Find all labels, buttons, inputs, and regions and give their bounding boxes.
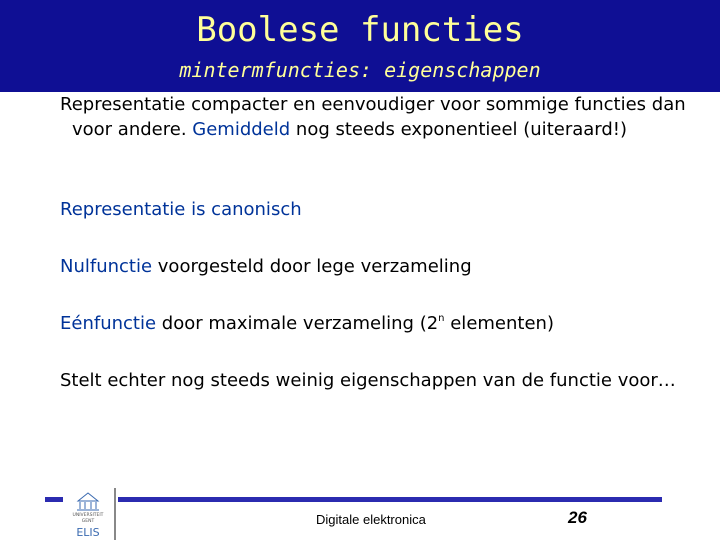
bullet-eenfunctie	[60, 311, 680, 336]
footer-divider	[114, 488, 116, 540]
page-number: 26	[568, 508, 587, 527]
logo-text-elis: ELIS	[76, 526, 100, 539]
bullet-text: Stelt echter nog steeds weinig eigenschappen van de functie voor…	[60, 370, 676, 391]
bullet-conclusion	[60, 368, 680, 393]
slide-title: Boolese functies	[196, 10, 524, 50]
logo-text-university: UNIVERSITEIT	[72, 513, 104, 518]
university-logo	[64, 487, 112, 540]
bullet-text: elementen)	[444, 313, 554, 334]
keyword-canonical: Representatie is canonisch	[60, 199, 302, 220]
keyword-gemiddeld: Gemiddeld	[192, 119, 291, 140]
bullet-text: Representatie compacter en eenvoudiger voor sommige functies dan voor andere.	[60, 94, 686, 140]
slide-subtitle: mintermfuncties: eigenschappen	[179, 58, 541, 82]
footer-rule-left	[45, 497, 63, 502]
bullet-text: nog steeds exponentieel (uiteraard!)	[290, 119, 628, 140]
footer-rule	[118, 497, 662, 502]
bullet-canonical	[60, 197, 680, 222]
keyword-eenfunctie: Eénfunctie	[60, 313, 157, 334]
bullet-text: voorgesteld door lege verzameling	[152, 256, 472, 277]
footer-course: Digitale elektronica	[316, 512, 426, 527]
bullet-nulfunctie	[60, 254, 680, 279]
keyword-nulfunctie: Nulfunctie	[60, 256, 153, 277]
exponent-n: n	[438, 313, 445, 324]
bullet-text: door maximale verzameling (2	[156, 313, 439, 334]
title-bar	[0, 0, 720, 92]
logo-text-gent: GENT	[81, 519, 95, 524]
bullet-compactness	[60, 92, 692, 142]
